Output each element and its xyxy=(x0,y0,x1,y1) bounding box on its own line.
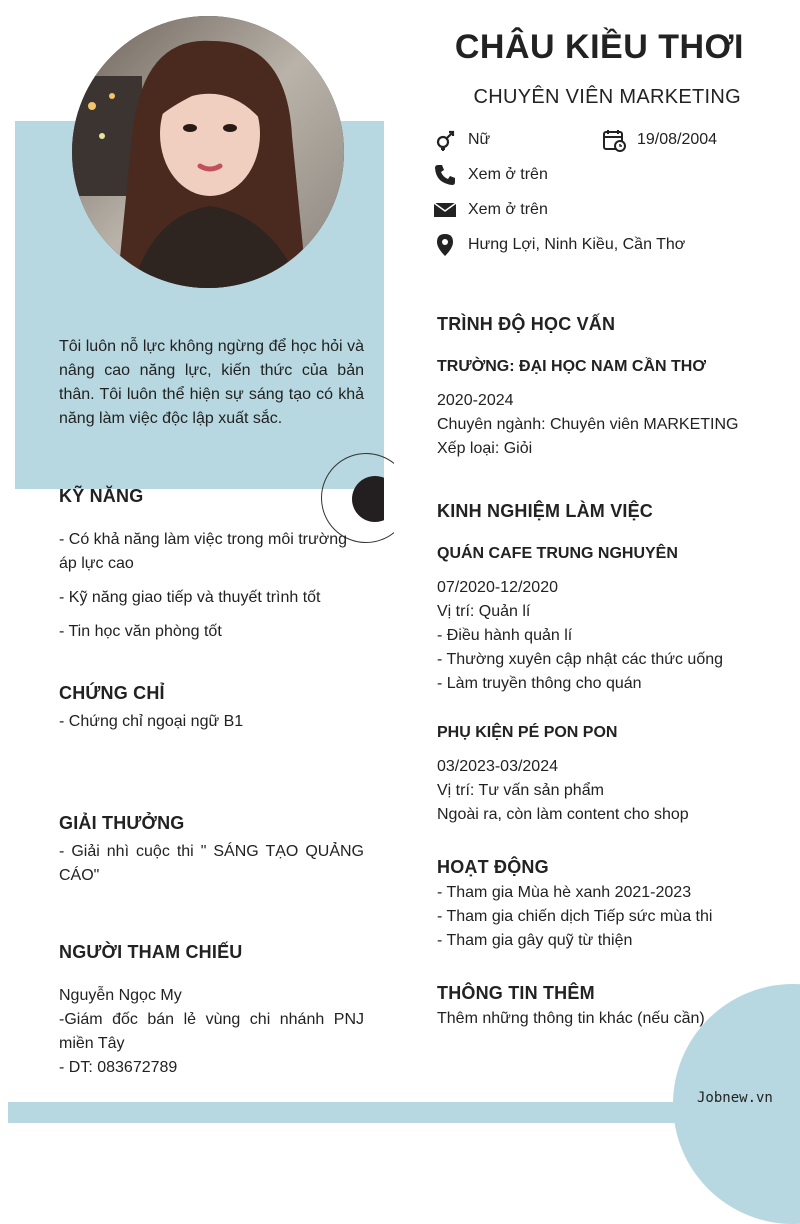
profile-photo xyxy=(72,16,344,288)
job-title: CHUYÊN VIÊN MARKETING xyxy=(473,86,741,108)
phone-value: Xem ở trên xyxy=(468,166,548,183)
candidate-name: CHÂU KIỀU THƠI xyxy=(454,28,744,66)
education-line: Xếp loại: Giỏi xyxy=(437,440,533,457)
activities-heading: HOẠT ĐỘNG xyxy=(437,857,549,877)
experience-line: - Thường xuyên cập nhật các thức uống xyxy=(437,651,724,668)
activity-line: - Tham gia chiến dịch Tiếp sức mùa thi xyxy=(437,908,713,925)
reference-phone: - DT: 083672789 xyxy=(59,1059,178,1076)
additional-info-heading: THÔNG TIN THÊM xyxy=(437,983,595,1003)
company-name: QUÁN CAFE TRUNG NGHUYÊN xyxy=(437,545,678,562)
skill-item: - Tin học văn phòng tốt xyxy=(59,623,222,640)
address-value: Hưng Lợi, Ninh Kiều, Cần Thơ xyxy=(468,236,686,253)
experience-line: 03/2023-03/2024 xyxy=(437,758,558,775)
reference-position: -Giám đốc bán lẻ vùng chi nhánh PNJ miền Tây xyxy=(59,1011,364,1052)
experience-line: Ngoài ra, còn làm content cho shop xyxy=(437,806,689,823)
certificate-item: - Chứng chỉ ngoại ngữ B1 xyxy=(59,713,244,730)
references-heading: NGƯỜI THAM CHIẾU xyxy=(59,942,243,962)
summary-text: Tôi luôn nỗ lực không ngừng để học hỏi và nâng cao năng lực, kiến thức của bản thân. Tôi luôn thể hiện sự sáng tạo có khả năng làm việc độc lập xuất sắc. xyxy=(59,338,364,427)
award-item: - Giải nhì cuộc thi " SÁNG TẠO QUẢNG CÁO" xyxy=(59,843,364,884)
education-heading: TRÌNH ĐỘ HỌC VẤN xyxy=(437,314,616,334)
birthday-value: 19/08/2004 xyxy=(637,131,718,148)
certificates-heading: CHỨNG CHỈ xyxy=(59,683,165,703)
skill-item: - Kỹ năng giao tiếp và thuyết trình tốt xyxy=(59,589,321,606)
awards-heading: GIẢI THƯỞNG xyxy=(59,813,185,833)
location-icon xyxy=(433,233,457,262)
activity-line: - Tham gia Mùa hè xanh 2021-2023 xyxy=(437,884,692,901)
experience-line: Vị trí: Tư vấn sản phẩm xyxy=(437,782,604,799)
email-value: Xem ở trên xyxy=(468,201,548,218)
gender-icon xyxy=(433,128,457,157)
company-name: PHỤ KIỆN PÉ PON PON xyxy=(437,724,618,741)
experience-heading: KINH NGHIỆM LÀM VIỆC xyxy=(437,501,654,521)
activity-line: - Tham gia gây quỹ từ thiện xyxy=(437,932,633,949)
watermark: Jobnew.vn xyxy=(697,1090,773,1106)
bottom-bar xyxy=(8,1102,795,1123)
education-line: Chuyên ngành: Chuyên viên MARKETING xyxy=(437,416,739,433)
additional-info-text: Thêm những thông tin khác (nếu cần) xyxy=(437,1010,705,1027)
experience-line: - Điều hành quản lí xyxy=(437,627,573,644)
education-line: 2020-2024 xyxy=(437,392,514,409)
mail-icon xyxy=(433,198,457,227)
reference-name: Nguyễn Ngọc My xyxy=(59,987,182,1004)
experience-line: - Làm truyền thông cho quán xyxy=(437,675,642,692)
calendar-icon xyxy=(602,128,626,157)
experience-line: Vị trí: Quản lí xyxy=(437,603,531,620)
experience-line: 07/2020-12/2020 xyxy=(437,579,558,596)
gender-value: Nữ xyxy=(468,131,491,148)
skills-heading: KỸ NĂNG xyxy=(59,486,144,506)
school-name: TRƯỜNG: ĐẠI HỌC NAM CẦN THƠ xyxy=(437,358,706,375)
phone-icon xyxy=(433,163,457,192)
skill-item: - Có khả năng làm việc trong môi trường áp lực cao xyxy=(59,531,347,572)
